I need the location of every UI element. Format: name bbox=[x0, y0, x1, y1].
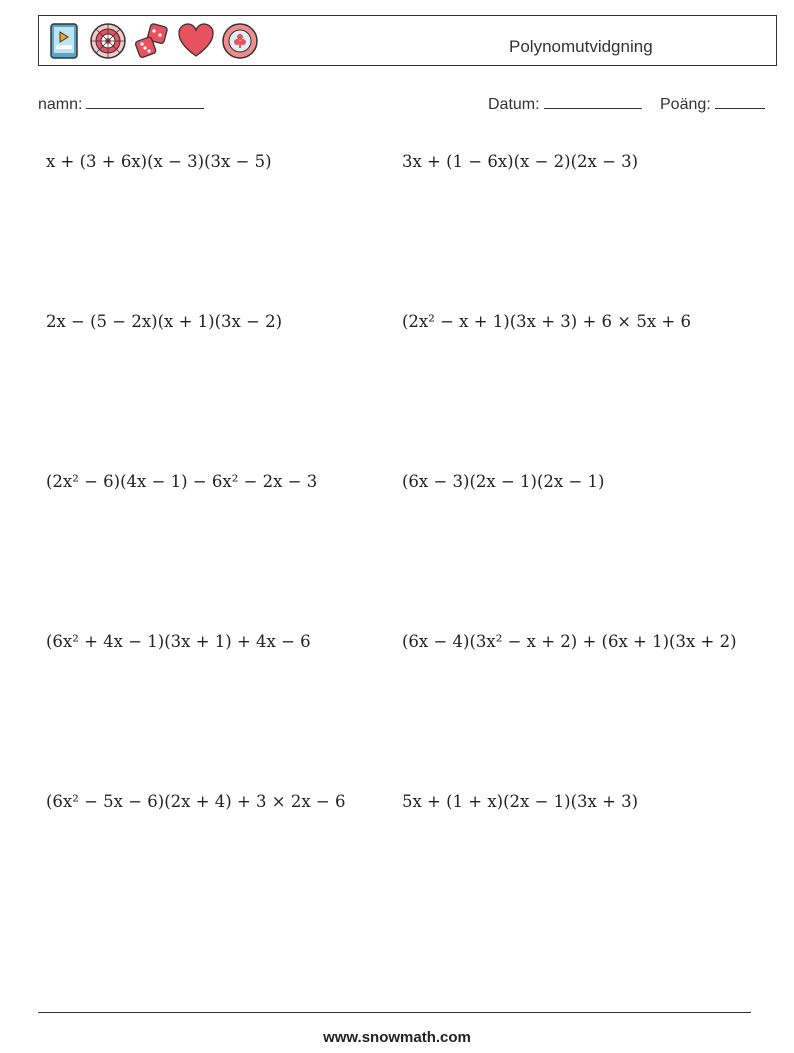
problem-7: (6x² + 4x − 1)(3x + 1) + 4x − 6 bbox=[46, 632, 311, 651]
footer-divider bbox=[38, 1012, 751, 1013]
icon-strip bbox=[45, 22, 259, 60]
date-field[interactable] bbox=[488, 94, 642, 114]
name-blank[interactable] bbox=[86, 94, 204, 109]
play-tablet-icon bbox=[45, 22, 83, 60]
problem-2: 3x + (1 − 6x)(x − 2)(2x − 3) bbox=[402, 152, 639, 171]
date-blank[interactable] bbox=[544, 94, 642, 109]
student-fields bbox=[38, 94, 771, 118]
problem-3: 2x − (5 − 2x)(x + 1)(3x − 2) bbox=[46, 312, 283, 331]
score-field[interactable] bbox=[660, 94, 765, 114]
worksheet-header bbox=[38, 15, 777, 66]
problem-1: x + (3 + 6x)(x − 3)(3x − 5) bbox=[46, 152, 272, 171]
problem-8: (6x − 4)(3x² − x + 2) + (6x + 1)(3x + 2) bbox=[402, 632, 737, 651]
name-field[interactable] bbox=[38, 94, 204, 114]
heart-icon bbox=[177, 22, 215, 60]
problem-4: (2x² − x + 1)(3x + 3) + 6 × 5x + 6 bbox=[402, 312, 691, 331]
problem-9: (6x² − 5x − 6)(2x + 4) + 3 × 2x − 6 bbox=[46, 792, 346, 811]
dartboard-icon bbox=[89, 22, 127, 60]
date-label: Datum: bbox=[488, 96, 540, 113]
problem-10: 5x + (1 + x)(2x − 1)(3x + 3) bbox=[402, 792, 639, 811]
problem-6: (6x − 3)(2x − 1)(2x − 1) bbox=[402, 472, 605, 491]
score-blank[interactable] bbox=[715, 94, 765, 109]
problem-5: (2x² − 6)(4x − 1) − 6x² − 2x − 3 bbox=[46, 472, 318, 491]
poker-chip-icon bbox=[221, 22, 259, 60]
score-label: Poäng: bbox=[660, 96, 711, 113]
worksheet-title: Polynomutvidgning bbox=[509, 37, 653, 56]
dice-icon bbox=[133, 22, 171, 60]
name-label: namn: bbox=[38, 96, 83, 113]
footer-url: www.snowmath.com bbox=[323, 1029, 471, 1046]
